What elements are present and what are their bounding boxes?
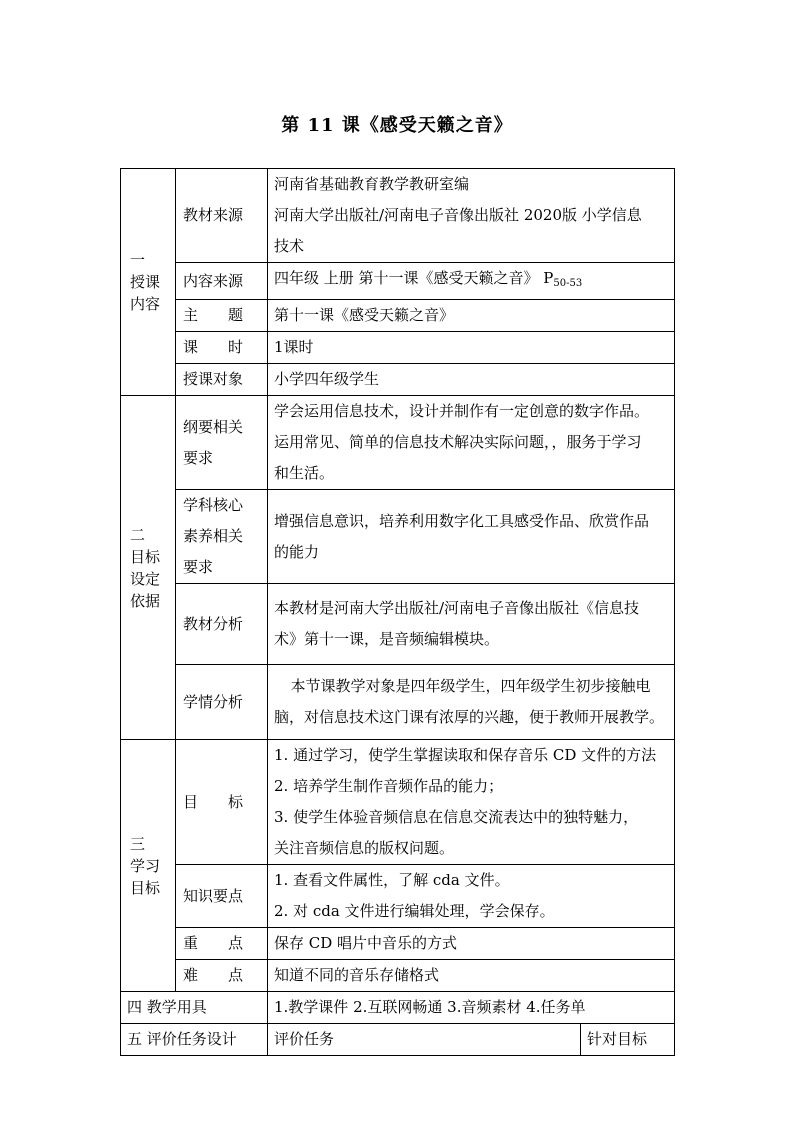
row-textbook-source (121, 169, 675, 263)
label-textbook-analysis: 教材分析 (176, 584, 268, 665)
value-textbook-source: 河南省基础教育教学教研室编 河南大学出版社/河南电子音像出版社 2020版 小学信息 技术 (268, 169, 675, 263)
row-knowledge-points (121, 865, 675, 928)
value-knowledge-points: 1. 查看文件属性，了解 cda 文件。 2. 对 cda 文件进行编辑处理，学会保存。 (268, 865, 675, 928)
label-content-source: 内容来源 (176, 263, 268, 300)
section-four-header: 四 教学用具 (121, 992, 268, 1024)
evaluation-target-header: 针对目标 (581, 1024, 675, 1056)
value-core-literacy: 增强信息意识，培养利用数字化工具感受作品、欣赏作品 的能力 (268, 490, 675, 584)
row-evaluation-design (121, 1024, 675, 1056)
value-teaching-tools: 1.教学课件 2.互联网畅通 3.音频素材 4.任务单 (268, 992, 675, 1024)
row-difficult-point (121, 960, 675, 992)
label-core-literacy: 学科核心 素养相关 要求 (176, 490, 268, 584)
row-core-literacy (121, 490, 675, 584)
value-topic: 第十一课《感受天籁之音》 (268, 300, 675, 332)
row-content-source (121, 263, 675, 300)
value-audience: 小学四年级学生 (268, 364, 675, 396)
value-difficult-point: 知道不同的音乐存储格式 (268, 960, 675, 992)
value-key-point: 保存 CD 唱片中音乐的方式 (268, 928, 675, 960)
label-topic: 主 题 (176, 300, 268, 332)
section-two-header: 二 目标 设定 依据 (121, 396, 176, 740)
value-content-source: 四年级 上册 第十一课《感受天籁之音》 $P_{50-53}$ (268, 263, 675, 300)
label-audience: 授课对象 (176, 364, 268, 396)
label-knowledge-points: 知识要点 (176, 865, 268, 928)
row-outline-requirements (121, 396, 675, 490)
label-goals: 目 标 (176, 740, 268, 865)
value-goals: 1. 通过学习，使学生掌握读取和保存音乐 CD 文件的方法 2. 培养学生制作音频作品的能力； 3. 使学生体验音频信息在信息交流表达中的独特魅力， 关注音频信息的版权问题。 (268, 740, 675, 865)
label-difficult-point: 难 点 (176, 960, 268, 992)
value-outline-requirements: 学会运用信息技术，设计并制作有一定创意的数字作品。 运用常见、简单的信息技术解决实际问题，，服务于学习 和生活。 (268, 396, 675, 490)
value-textbook-analysis: 本教材是河南大学出版社/河南电子音像出版社《信息技 术》第十一课，是音频编辑模块。 (268, 584, 675, 665)
section-one-header: 一 授课 内容 (121, 169, 176, 396)
lesson-plan-table (120, 168, 675, 1056)
row-topic (121, 300, 675, 332)
evaluation-task-header: 评价任务 (268, 1024, 581, 1056)
row-goals (121, 740, 675, 865)
value-learner-analysis: 本节课教学对象是四年级学生，四年级学生初步接触电 脑，对信息技术这门课有浓厚的兴趣，便于教师开展教学。 (268, 665, 675, 740)
value-hours: 1课时 (268, 332, 675, 364)
page-title: 第 11 课《感受天籁之音》 (281, 115, 513, 136)
section-five-header: 五 评价任务设计 (121, 1024, 268, 1056)
label-outline-requirements: 纲要相关 要求 (176, 396, 268, 490)
row-textbook-analysis (121, 584, 675, 665)
label-learner-analysis: 学情分析 (176, 665, 268, 740)
section-three-header: 三 学习 目标 (121, 740, 176, 992)
row-hours (121, 332, 675, 364)
row-key-point (121, 928, 675, 960)
row-learner-analysis (121, 665, 675, 740)
label-textbook-source: 教材来源 (176, 169, 268, 263)
row-audience (121, 364, 675, 396)
row-teaching-tools (121, 992, 675, 1024)
label-hours: 课 时 (176, 332, 268, 364)
label-key-point: 重 点 (176, 928, 268, 960)
